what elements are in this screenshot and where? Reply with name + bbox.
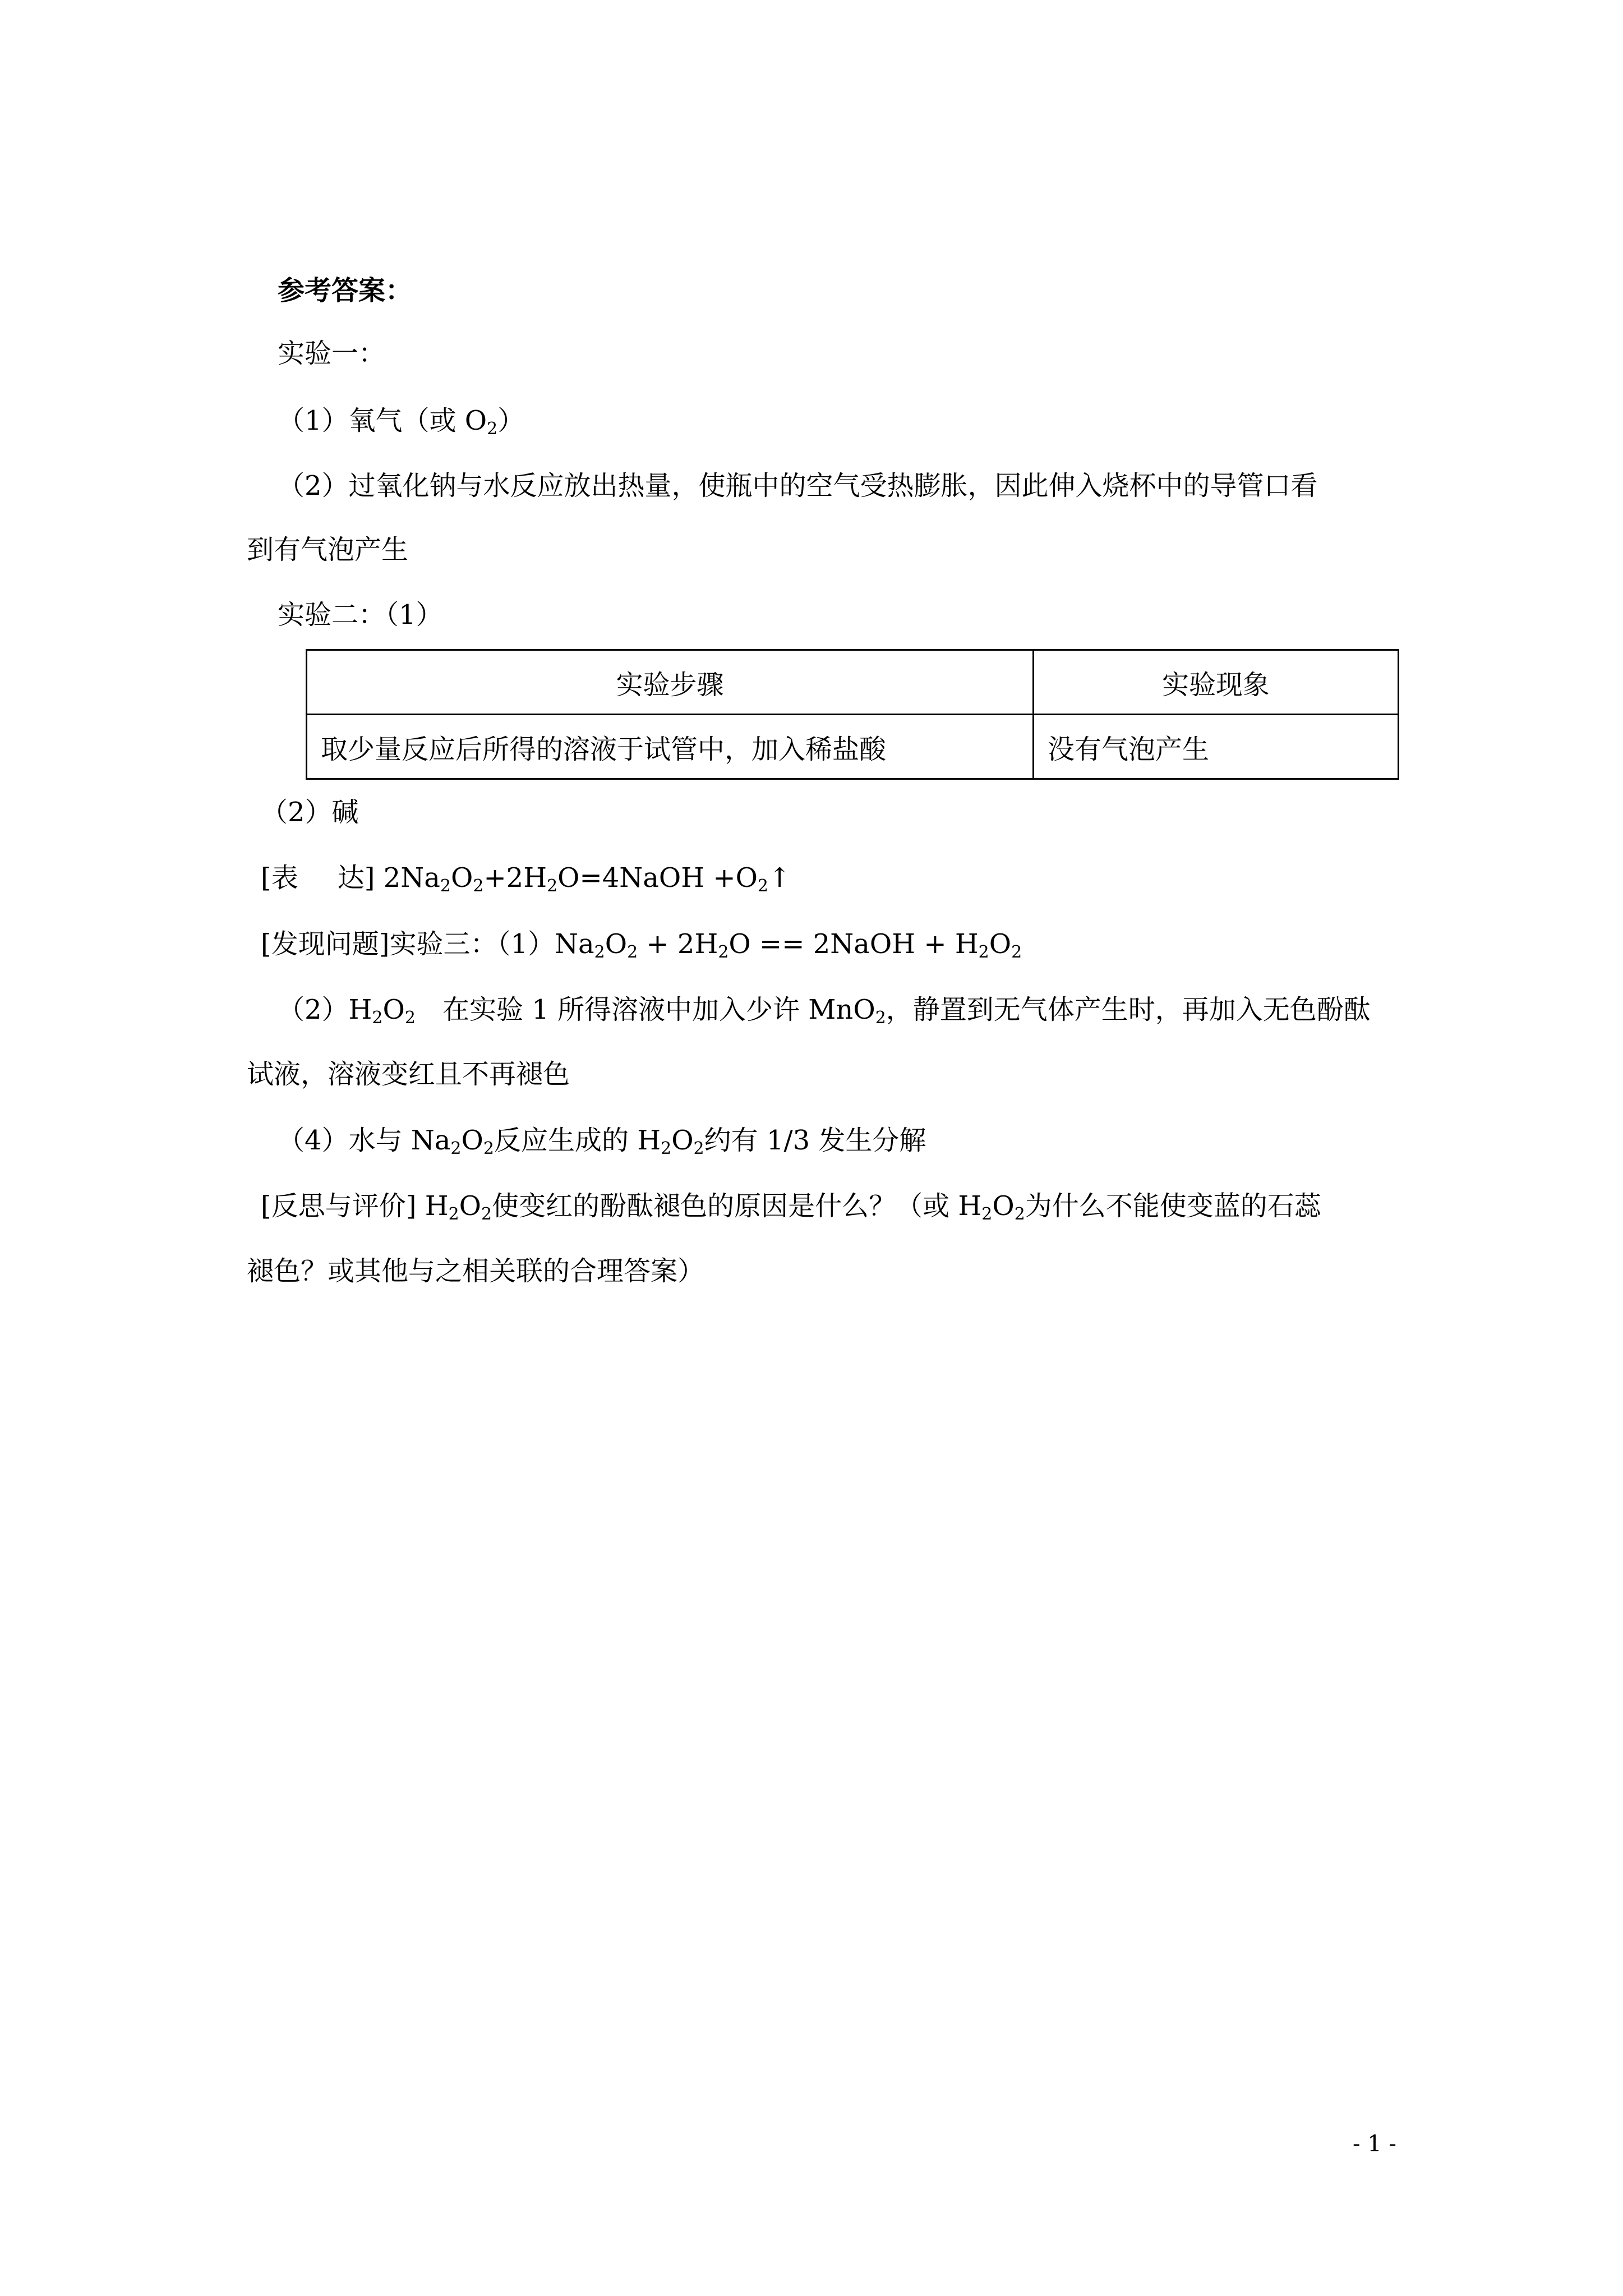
- expression-equation: [表 达] $2Na_2O_2+2H_2O=4NaOH$ $+O_2↑$: [261, 862, 791, 896]
- exp1-answer-1: （1）氧气（或 $O_2$）: [278, 405, 525, 439]
- experiment-table: [306, 649, 1399, 780]
- arrow-up-icon: ↑: [768, 862, 791, 894]
- discover-answer-2-line2: 试液，溶液变红且不再褪色: [247, 1059, 570, 1090]
- page-number: - 1 -: [1353, 2131, 1396, 2157]
- table-cell-step: 取少量反应后所得的溶液于试管中，加入稀盐酸: [307, 715, 1034, 779]
- exp1-answer-2-line1: （2）过氧化钠与水反应放出热量，使瓶中的空气受热膨胀，因此伸入烧杯中的导管口看: [278, 470, 1318, 501]
- discover-answer-4: （4）水与 $Na_2O_2$反应生成的 $H_2O_2$约有 1/3 发生分解: [278, 1125, 926, 1158]
- table-cell-phenomenon: 没有气泡产生: [1034, 715, 1399, 779]
- table-header-steps: 实验步骤: [307, 650, 1034, 715]
- reflection-line1: [反思与评价] $H_2O_2$使变红的酚酞褪色的原因是什么？（或 $H_2O_2$为什么不能使变蓝的石蕊: [261, 1190, 1321, 1224]
- table-row: [307, 715, 1399, 779]
- discover-answer-1: [发现问题]实验三：$(1)Na_2O_2 + 2H_2O$ == 2NaOH + $H_2O_2$: [261, 928, 1022, 962]
- table-header-row: [307, 650, 1399, 715]
- experiment-2-label: 实验二：（1）: [278, 599, 443, 631]
- table-header-phenomenon: 实验现象: [1034, 650, 1399, 715]
- experiment-1-label: 实验一：: [278, 338, 386, 369]
- reflection-line2: 褪色？或其他与之相关联的合理答案）: [247, 1255, 705, 1287]
- exp2-answer-2: （2）碱: [261, 797, 359, 828]
- exp1-answer-2-line2: 到有气泡产生: [247, 534, 409, 565]
- discover-answer-2-line1: $(2)H_2O_2$ 在实验 1 所得溶液中加入少许 MnO$_2$，静置到无气体产生时，再加入无色酚酞: [278, 994, 1371, 1028]
- section-title: 参考答案：: [278, 275, 413, 306]
